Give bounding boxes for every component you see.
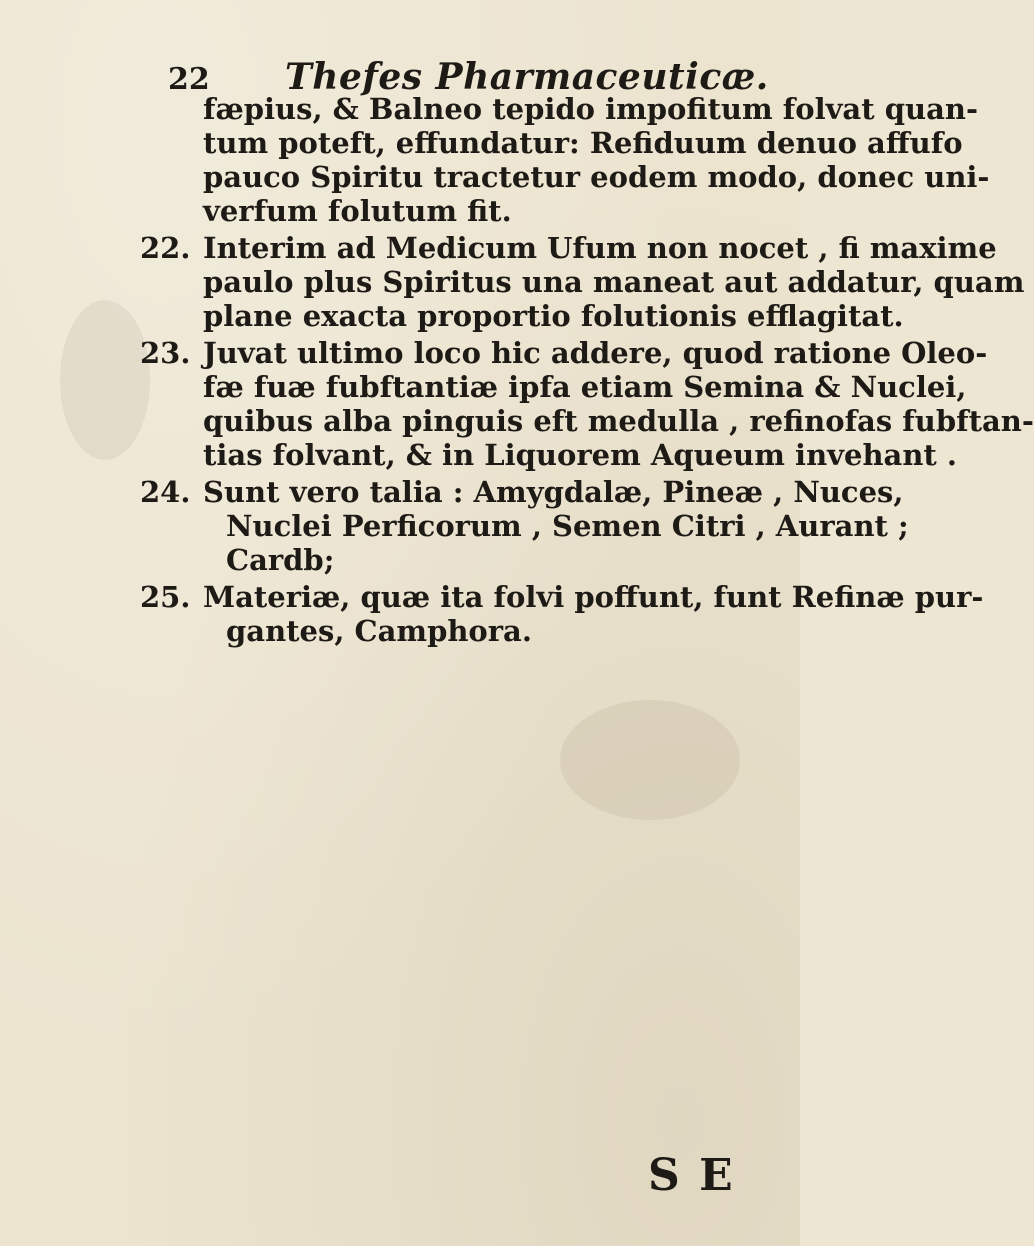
text-line: pauco Spiritu tractetur eodem modo, donec uni- bbox=[203, 160, 990, 194]
signature-mark: S E bbox=[648, 1150, 735, 1201]
text-line: gantes, Camphora. bbox=[226, 614, 532, 648]
running-head: Thefes Pharmaceuticæ. bbox=[285, 56, 769, 98]
text-line: Sunt vero talia : Amygdalæ, Pineæ , Nuces, bbox=[203, 475, 904, 509]
text-line: Interim ad Medicum Ufum non nocet , fi maxime bbox=[203, 231, 997, 265]
paper-stain bbox=[60, 300, 150, 460]
text-line: plane exacta proportio folutionis efflagitat. bbox=[203, 299, 904, 333]
paragraph-number: 22. bbox=[140, 231, 191, 265]
text-line: Materiæ, quæ ita folvi poffunt, funt Refinæ pur- bbox=[203, 580, 984, 614]
paragraph-number: 24. bbox=[140, 475, 191, 509]
paragraph-number: 23. bbox=[140, 336, 191, 370]
text-line: fæpius, & Balneo tepido impofitum folvat quan- bbox=[203, 92, 978, 126]
text-line: quibus alba pinguis eft medulla , refinofas fubftan- bbox=[203, 404, 1034, 438]
text-line: Nuclei Perficorum , Semen Citri , Aurant ; bbox=[226, 509, 909, 543]
text-line: tum poteft, effundatur: Refiduum denuo affufo bbox=[203, 126, 963, 160]
text-line: fæ fuæ fubftantiæ ipfa etiam Semina & Nuclei, bbox=[203, 370, 967, 404]
page-header bbox=[0, 54, 800, 98]
text-line: verfum folutum fit. bbox=[203, 194, 512, 228]
paragraph-number: 25. bbox=[140, 580, 191, 614]
page-number: 22 bbox=[168, 62, 210, 97]
text-line: tias folvant, & in Liquorem Aqueum invehant . bbox=[203, 438, 957, 472]
text-line: Cardb; bbox=[226, 543, 335, 577]
text-line: paulo plus Spiritus una maneat aut addatur, quam bbox=[203, 265, 1025, 299]
text-line: Juvat ultimo loco hic addere, quod ratione Oleo- bbox=[203, 336, 988, 370]
paper-stain bbox=[560, 700, 740, 820]
